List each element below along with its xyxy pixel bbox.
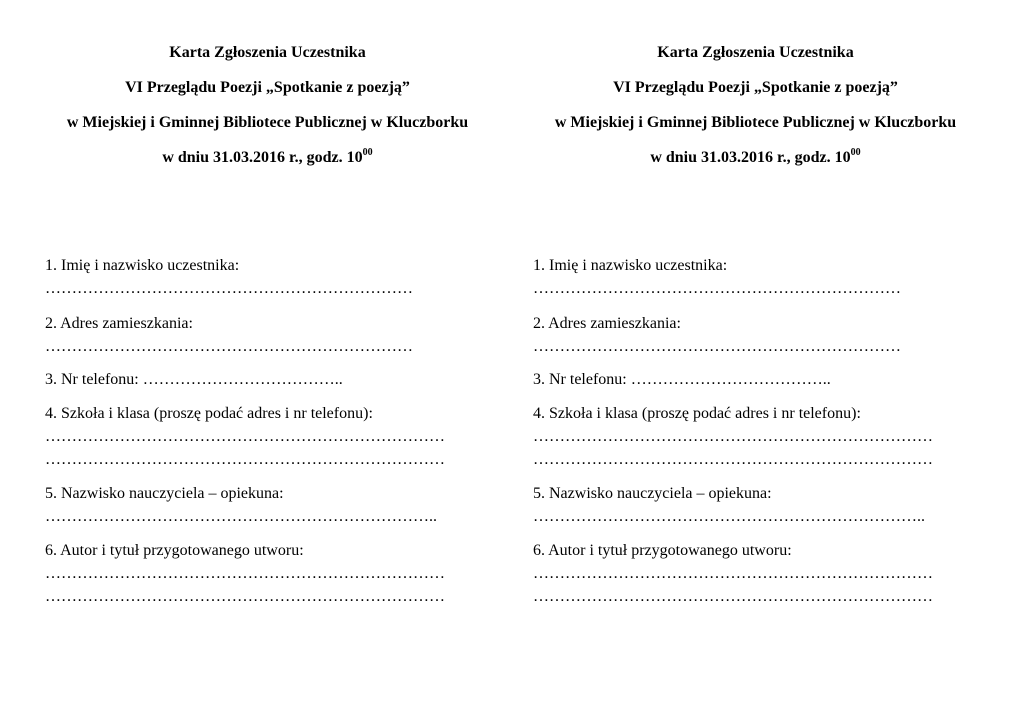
- card-title: Karta Zgłoszenia Uczestnika: [657, 44, 854, 61]
- card-date: [40, 148, 495, 168]
- field-dots-address[interactable]: ……………………………………………………………: [533, 338, 901, 355]
- field-dots-piece-2[interactable]: …………………………………………………………………: [533, 588, 933, 605]
- card-date-text: w dniu 31.03.2016 r., godz. 10: [650, 149, 851, 166]
- field-dots-teacher[interactable]: ………………………………………………………………..: [533, 508, 925, 525]
- field-dots-school-1[interactable]: …………………………………………………………………: [533, 428, 933, 445]
- field-label-name: 1. Imię i nazwisko uczestnika:: [533, 257, 728, 274]
- card-date-minutes: 00: [850, 146, 861, 158]
- field-dots-piece-1[interactable]: …………………………………………………………………: [45, 565, 445, 582]
- card-location: w Miejskiej i Gminnej Bibliotece Publicznej w Kluczborku: [66, 114, 469, 131]
- field-label-teacher: 5. Nazwisko nauczyciela – opiekuna:: [45, 485, 284, 502]
- field-dots-address[interactable]: ……………………………………………………………: [45, 338, 413, 355]
- card-date-text: w dniu 31.03.2016 r., godz. 10: [162, 149, 363, 166]
- field-label-name: 1. Imię i nazwisko uczestnika:: [45, 257, 240, 274]
- field-label-phone[interactable]: 3. Nr telefonu: ………………………………..: [533, 371, 831, 388]
- field-label-piece: 6. Autor i tytuł przygotowanego utworu:: [533, 542, 792, 559]
- card-title: Karta Zgłoszenia Uczestnika: [169, 44, 366, 61]
- card-date: [528, 148, 983, 168]
- field-dots-piece-1[interactable]: …………………………………………………………………: [533, 565, 933, 582]
- field-label-phone[interactable]: 3. Nr telefonu: ………………………………..: [45, 371, 343, 388]
- field-label-address: 2. Adres zamieszkania:: [533, 315, 681, 332]
- field-label-address: 2. Adres zamieszkania:: [45, 315, 193, 332]
- card-date-minutes: 00: [362, 146, 373, 158]
- field-label-piece: 6. Autor i tytuł przygotowanego utworu:: [45, 542, 304, 559]
- field-dots-name[interactable]: ……………………………………………………………: [45, 280, 413, 297]
- card-subtitle: VI Przeglądu Poezji „Spotkanie z poezją”: [613, 79, 898, 96]
- field-label-school: 4. Szkoła i klasa (proszę podać adres i nr telefonu):: [533, 405, 861, 422]
- registration-card-left: [40, 0, 510, 725]
- field-label-teacher: 5. Nazwisko nauczyciela – opiekuna:: [533, 485, 772, 502]
- field-dots-school-2[interactable]: …………………………………………………………………: [533, 451, 933, 468]
- field-dots-teacher[interactable]: ………………………………………………………………..: [45, 508, 437, 525]
- field-dots-school-2[interactable]: …………………………………………………………………: [45, 451, 445, 468]
- field-label-school: 4. Szkoła i klasa (proszę podać adres i nr telefonu):: [45, 405, 373, 422]
- card-subtitle: VI Przeglądu Poezji „Spotkanie z poezją”: [125, 79, 410, 96]
- field-dots-name[interactable]: ……………………………………………………………: [533, 280, 901, 297]
- field-dots-school-1[interactable]: …………………………………………………………………: [45, 428, 445, 445]
- registration-card-right: [528, 0, 998, 725]
- field-dots-piece-2[interactable]: …………………………………………………………………: [45, 588, 445, 605]
- card-location: w Miejskiej i Gminnej Bibliotece Publicznej w Kluczborku: [554, 114, 957, 131]
